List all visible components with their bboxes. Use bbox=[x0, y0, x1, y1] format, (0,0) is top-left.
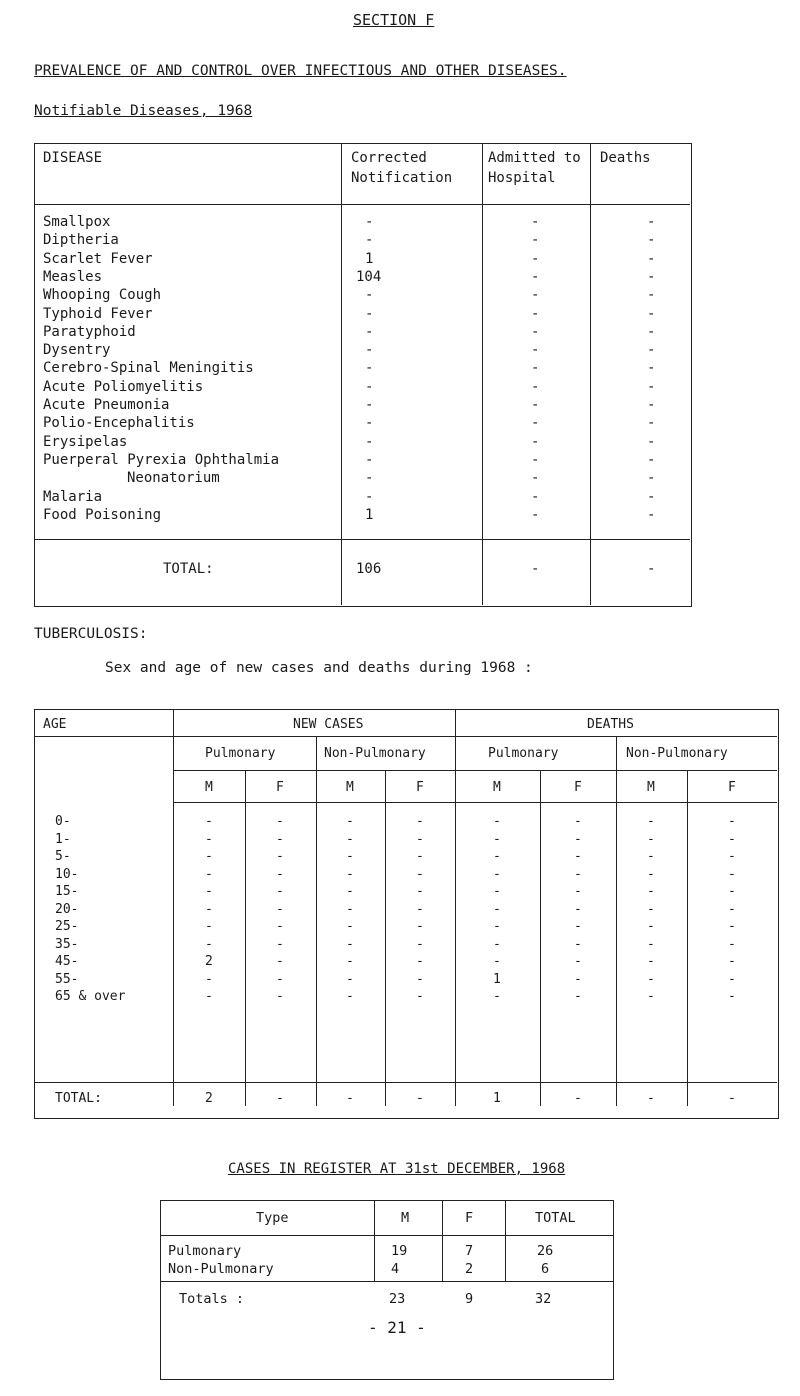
tb-cell: - bbox=[574, 919, 582, 934]
tb-divider bbox=[616, 736, 617, 1106]
disease-name: Food Poisoning bbox=[43, 506, 162, 523]
tb-cell: - bbox=[346, 814, 354, 829]
tb-cell: - bbox=[416, 936, 424, 952]
tb-cell: - bbox=[728, 831, 736, 847]
tb-total-label: TOTAL: bbox=[55, 1091, 102, 1106]
tb-cell: - bbox=[346, 971, 354, 987]
tb-divider bbox=[245, 770, 246, 1106]
notification-count: - bbox=[365, 433, 374, 450]
register-row-m: 4 bbox=[391, 1261, 400, 1277]
tb-cell: 1 bbox=[493, 971, 501, 987]
disease-name: Puerperal Pyrexia Ophthalmia bbox=[43, 451, 280, 468]
register-hline bbox=[161, 1281, 613, 1282]
hospital-count: - bbox=[531, 305, 540, 322]
tb-total-cell: - bbox=[416, 1091, 424, 1106]
tb-header-deaths: DEATHS bbox=[587, 717, 634, 732]
tb-sex-female: F bbox=[574, 780, 582, 795]
tb-cell: - bbox=[574, 989, 582, 1004]
main-heading: PREVALENCE OF AND CONTROL OVER INFECTIOUS AND OTHER DISEASES. bbox=[34, 63, 567, 79]
disease-name: Dysentry bbox=[43, 342, 111, 359]
disease-name: Acute Pneumonia bbox=[43, 397, 170, 413]
disease-name: Paratyphoid bbox=[43, 323, 136, 340]
tb-divider bbox=[173, 736, 174, 1106]
column-divider bbox=[590, 204, 591, 605]
hospital-count: - bbox=[531, 470, 540, 487]
tb-cell: - bbox=[647, 831, 655, 847]
tb-total-cell: 1 bbox=[493, 1091, 501, 1106]
disease-name: Scarlet Fever bbox=[43, 250, 153, 267]
tb-age-group: 65 & over bbox=[55, 989, 126, 1004]
notification-count: - bbox=[365, 360, 374, 377]
tb-cell: - bbox=[493, 919, 501, 934]
tb-cell: - bbox=[647, 901, 655, 917]
deaths-count: - bbox=[647, 360, 656, 377]
header-admitted: Admitted to bbox=[488, 150, 581, 166]
tb-sex-female: F bbox=[416, 780, 424, 795]
disease-name: Whooping Cough bbox=[43, 287, 162, 304]
tb-cell: - bbox=[647, 936, 655, 952]
tb-cell: - bbox=[346, 989, 354, 1004]
tb-age-group: 25- bbox=[55, 919, 79, 934]
tb-cell: - bbox=[647, 814, 655, 829]
deaths-count: - bbox=[647, 232, 656, 249]
tb-cell: - bbox=[574, 971, 582, 987]
deaths-count: - bbox=[647, 488, 656, 505]
tb-cell: - bbox=[276, 989, 284, 1004]
tb-total-cell: - bbox=[647, 1091, 655, 1106]
tb-cell: - bbox=[493, 884, 501, 899]
register-divider bbox=[505, 1201, 506, 1281]
tb-cell: - bbox=[728, 866, 736, 882]
tb-cell: - bbox=[276, 884, 284, 899]
notification-count: - bbox=[365, 470, 374, 487]
register-divider bbox=[374, 1201, 375, 1281]
tb-cell: - bbox=[574, 901, 582, 917]
tb-header-new-cases: NEW CASES bbox=[293, 717, 364, 732]
hospital-count: - bbox=[531, 378, 540, 395]
disease-name: Diptheria bbox=[43, 232, 119, 249]
register-table bbox=[160, 1200, 614, 1380]
tb-cell: - bbox=[205, 989, 213, 1004]
header-disease: DISEASE bbox=[43, 150, 103, 166]
notification-count: - bbox=[365, 397, 374, 413]
tb-cell: - bbox=[647, 919, 655, 934]
register-row-type: Pulmonary bbox=[168, 1243, 242, 1259]
tb-caption: Sex and age of new cases and deaths during 1968 : bbox=[105, 660, 533, 676]
hospital-count: - bbox=[531, 342, 540, 359]
tb-cell: - bbox=[647, 971, 655, 987]
deaths-count: - bbox=[647, 268, 656, 285]
hospital-count: - bbox=[531, 488, 540, 505]
deaths-count: - bbox=[647, 378, 656, 395]
register-header-total: TOTAL bbox=[535, 1210, 576, 1226]
tb-cell: - bbox=[416, 814, 424, 829]
tb-cell: - bbox=[205, 849, 213, 864]
tb-cell: - bbox=[493, 849, 501, 864]
tb-cell: - bbox=[728, 919, 736, 934]
hospital-count: - bbox=[531, 323, 540, 340]
notifiable-total-deaths: - bbox=[647, 561, 656, 577]
disease-name: Erysipelas bbox=[43, 433, 128, 450]
hospital-count: - bbox=[531, 232, 540, 249]
tb-sex-male: M bbox=[346, 780, 354, 795]
tb-heading: TUBERCULOSIS: bbox=[34, 626, 148, 642]
tb-cell: - bbox=[416, 919, 424, 934]
tb-hline bbox=[35, 736, 777, 737]
hospital-count: - bbox=[531, 250, 540, 267]
tb-age-group: 1- bbox=[55, 831, 71, 847]
tb-cell: - bbox=[346, 849, 354, 864]
deaths-count: - bbox=[647, 415, 656, 432]
tb-cell: - bbox=[574, 954, 582, 969]
register-hline bbox=[161, 1235, 613, 1236]
tb-total-cell: - bbox=[728, 1091, 736, 1106]
tb-cell: - bbox=[276, 936, 284, 952]
tb-cell: - bbox=[574, 849, 582, 864]
notification-count: - bbox=[365, 287, 374, 304]
register-header-type: Type bbox=[256, 1210, 289, 1226]
tb-cell: - bbox=[416, 954, 424, 969]
deaths-count: - bbox=[647, 323, 656, 340]
tb-age-group: 0- bbox=[55, 814, 71, 829]
deaths-count: - bbox=[647, 342, 656, 359]
deaths-count: - bbox=[647, 433, 656, 450]
notification-count: - bbox=[365, 451, 374, 468]
header-deaths: Deaths bbox=[600, 150, 651, 166]
disease-name: Measles bbox=[43, 268, 103, 285]
tb-cell: - bbox=[205, 901, 213, 917]
tb-total-cell: - bbox=[574, 1091, 582, 1106]
tb-cell: - bbox=[276, 866, 284, 882]
deaths-count: - bbox=[647, 214, 656, 230]
register-row-total: 26 bbox=[537, 1243, 554, 1259]
disease-name: Acute Poliomyelitis bbox=[43, 378, 204, 395]
notification-count: - bbox=[365, 378, 374, 395]
deaths-count: - bbox=[647, 287, 656, 304]
notification-count: - bbox=[365, 305, 374, 322]
tb-cell: - bbox=[574, 866, 582, 882]
tb-cell: - bbox=[205, 884, 213, 899]
tb-cell: - bbox=[728, 954, 736, 969]
tb-divider bbox=[455, 736, 456, 1106]
page-number: - 21 - bbox=[368, 1318, 426, 1337]
disease-name: Cerebro-Spinal Meningitis bbox=[43, 360, 254, 377]
tuberculosis-table bbox=[34, 709, 779, 1119]
tb-cell: - bbox=[728, 936, 736, 952]
tb-cell: - bbox=[205, 971, 213, 987]
tb-cell: - bbox=[205, 814, 213, 829]
tb-hline bbox=[35, 1082, 777, 1083]
disease-name: Polio-Encephalitis bbox=[43, 415, 195, 432]
deaths-count: - bbox=[647, 250, 656, 267]
notification-count: - bbox=[365, 415, 374, 432]
register-divider bbox=[442, 1201, 443, 1281]
header-corrected: Corrected bbox=[351, 150, 427, 166]
header-divider bbox=[341, 144, 342, 204]
notifiable-total-notif: 106 bbox=[356, 561, 382, 577]
tb-cell: - bbox=[205, 866, 213, 882]
hospital-count: - bbox=[531, 214, 540, 230]
disease-name: Typhoid Fever bbox=[43, 305, 153, 322]
disease-name: Neonatorium bbox=[127, 470, 220, 487]
notification-count: - bbox=[365, 232, 374, 249]
tb-cell: - bbox=[205, 919, 213, 934]
header-divider bbox=[482, 144, 483, 204]
header-notification: Notification bbox=[351, 170, 453, 186]
tb-cell: - bbox=[346, 901, 354, 917]
deaths-count: - bbox=[647, 305, 656, 322]
disease-name: Malaria bbox=[43, 488, 103, 505]
tb-cell: - bbox=[276, 814, 284, 829]
hospital-count: - bbox=[531, 415, 540, 432]
hospital-count: - bbox=[531, 397, 540, 413]
tb-header-age: AGE bbox=[43, 717, 67, 732]
deaths-count: - bbox=[647, 451, 656, 468]
column-divider bbox=[482, 204, 483, 605]
tb-sex-male: M bbox=[205, 780, 213, 795]
tb-cell: - bbox=[493, 901, 501, 917]
tb-cell: - bbox=[493, 831, 501, 847]
register-row-type: Non-Pulmonary bbox=[168, 1261, 274, 1277]
notifiable-total-label: TOTAL: bbox=[163, 561, 214, 577]
notifiable-diseases-table bbox=[34, 143, 692, 607]
tb-cell: - bbox=[346, 936, 354, 952]
notification-count: 104 bbox=[356, 268, 382, 285]
tb-cell: - bbox=[276, 971, 284, 987]
tb-cell: - bbox=[346, 884, 354, 899]
register-row-f: 2 bbox=[465, 1261, 474, 1277]
tb-cell: - bbox=[416, 866, 424, 882]
tb-cell: - bbox=[647, 954, 655, 969]
notification-count: - bbox=[365, 323, 374, 340]
tb-total-cell: - bbox=[346, 1091, 354, 1106]
hospital-count: - bbox=[531, 506, 540, 523]
deaths-count: - bbox=[647, 397, 656, 413]
tb-cell: - bbox=[647, 849, 655, 864]
tb-cell: - bbox=[416, 849, 424, 864]
tb-nonpulmonary-deaths: Non-Pulmonary bbox=[626, 746, 728, 761]
tb-cell: - bbox=[493, 954, 501, 969]
tb-divider bbox=[540, 770, 541, 1106]
column-divider bbox=[341, 204, 342, 605]
hospital-count: - bbox=[531, 433, 540, 450]
tb-cell: - bbox=[416, 901, 424, 917]
tb-cell: - bbox=[346, 919, 354, 934]
tb-cell: - bbox=[276, 919, 284, 934]
sub-heading: Notifiable Diseases, 1968 bbox=[34, 103, 253, 119]
tb-sex-male: M bbox=[647, 780, 655, 795]
register-totals-m: 23 bbox=[389, 1291, 406, 1307]
hospital-count: - bbox=[531, 268, 540, 285]
register-heading: CASES IN REGISTER AT 31st DECEMBER, 1968 bbox=[228, 1161, 566, 1177]
disease-name: Smallpox bbox=[43, 214, 111, 230]
tb-nonpulmonary-new: Non-Pulmonary bbox=[324, 746, 426, 761]
tb-cell: - bbox=[276, 849, 284, 864]
tb-age-group: 15- bbox=[55, 884, 79, 899]
tb-cell: 2 bbox=[205, 954, 213, 969]
tb-cell: - bbox=[205, 936, 213, 952]
deaths-count: - bbox=[647, 506, 656, 523]
tb-cell: - bbox=[574, 884, 582, 899]
register-row-m: 19 bbox=[391, 1243, 408, 1259]
tb-age-group: 10- bbox=[55, 866, 79, 882]
register-row-total: 6 bbox=[541, 1261, 550, 1277]
notification-count: - bbox=[365, 488, 374, 505]
tb-sex-male: M bbox=[493, 780, 501, 795]
tb-pulmonary-deaths: Pulmonary bbox=[488, 746, 559, 761]
total-separator bbox=[35, 539, 690, 540]
tb-divider bbox=[687, 770, 688, 1106]
tb-cell: - bbox=[728, 814, 736, 829]
tb-cell: - bbox=[728, 849, 736, 864]
header-divider bbox=[590, 144, 591, 204]
tb-total-cell: 2 bbox=[205, 1091, 213, 1106]
tb-cell: - bbox=[728, 884, 736, 899]
register-totals-f: 9 bbox=[465, 1291, 474, 1307]
tb-cell: - bbox=[346, 831, 354, 847]
notifiable-total-hosp: - bbox=[531, 561, 540, 577]
tb-cell: - bbox=[647, 884, 655, 899]
header-hospital: Hospital bbox=[488, 170, 556, 186]
tb-sex-female: F bbox=[276, 780, 284, 795]
hospital-count: - bbox=[531, 287, 540, 304]
tb-cell: - bbox=[647, 866, 655, 882]
tb-sex-female: F bbox=[728, 780, 736, 795]
tb-cell: - bbox=[728, 901, 736, 917]
hospital-count: - bbox=[531, 451, 540, 468]
tb-cell: - bbox=[346, 954, 354, 969]
tb-cell: - bbox=[574, 831, 582, 847]
tb-age-group: 45- bbox=[55, 954, 79, 969]
tb-cell: - bbox=[493, 866, 501, 882]
tb-cell: - bbox=[574, 814, 582, 829]
tb-cell: - bbox=[647, 989, 655, 1004]
tb-age-group: 35- bbox=[55, 936, 79, 952]
notifiable-header bbox=[35, 144, 690, 205]
tb-cell: - bbox=[416, 971, 424, 987]
tb-cell: - bbox=[493, 989, 501, 1004]
tb-age-group: 55- bbox=[55, 971, 79, 987]
notification-count: - bbox=[365, 214, 374, 230]
deaths-count: - bbox=[647, 470, 656, 487]
tb-pulmonary-new: Pulmonary bbox=[205, 746, 276, 761]
tb-age-group: 5- bbox=[55, 849, 71, 864]
tb-cell: - bbox=[205, 831, 213, 847]
tb-cell: - bbox=[574, 936, 582, 952]
notification-count: - bbox=[365, 342, 374, 359]
tb-cell: - bbox=[493, 814, 501, 829]
tb-divider bbox=[316, 736, 317, 1106]
tb-cell: - bbox=[416, 989, 424, 1004]
tb-cell: - bbox=[493, 936, 501, 952]
tb-cell: - bbox=[728, 971, 736, 987]
tb-age-group: 20- bbox=[55, 901, 79, 917]
tb-cell: - bbox=[346, 866, 354, 882]
tb-divider bbox=[385, 770, 386, 1106]
tb-cell: - bbox=[416, 884, 424, 899]
tb-cell: - bbox=[276, 901, 284, 917]
tb-divider bbox=[173, 710, 174, 736]
notification-count: 1 bbox=[365, 250, 374, 267]
tb-hline bbox=[173, 802, 777, 803]
tb-cell: - bbox=[276, 954, 284, 969]
tb-divider bbox=[455, 710, 456, 736]
notification-count: 1 bbox=[365, 506, 374, 523]
tb-cell: - bbox=[416, 831, 424, 847]
register-header-f: F bbox=[465, 1210, 474, 1226]
register-totals-total: 32 bbox=[535, 1291, 552, 1307]
hospital-count: - bbox=[531, 360, 540, 377]
register-header-m: M bbox=[401, 1210, 410, 1226]
register-row-f: 7 bbox=[465, 1243, 474, 1259]
section-title: SECTION F bbox=[353, 11, 435, 29]
tb-cell: - bbox=[728, 989, 736, 1004]
register-totals-label: Totals : bbox=[179, 1291, 245, 1307]
tb-cell: - bbox=[276, 831, 284, 847]
tb-total-cell: - bbox=[276, 1091, 284, 1106]
